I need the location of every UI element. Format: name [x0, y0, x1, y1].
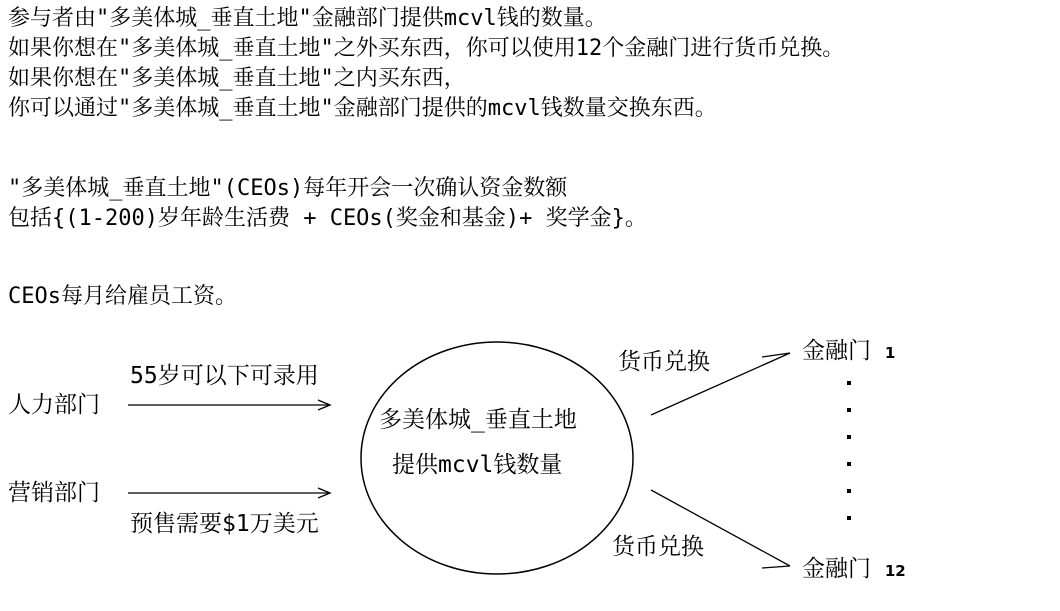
ceo-meeting-line: "多美体城_垂直土地"(CEOs)每年开会一次确认资金数额: [8, 176, 568, 201]
ellipsis-dot: [847, 516, 851, 520]
exchange-bottom-tick: [762, 566, 790, 568]
salary-line: CEOs每月给雇员工资。: [8, 284, 237, 309]
intro-line: 如果你想在"多美体城_垂直土地"之外买东西，你可以使用12个金融门进行货币兑换。: [8, 36, 845, 61]
gate-first-number: 1: [884, 344, 896, 362]
gate-first: [802, 337, 895, 367]
center-title: 多美体城_垂直土地: [379, 407, 577, 433]
hr-note-label: 55岁可以下可录用: [130, 363, 319, 389]
marketing-dept-label: 营销部门: [8, 480, 100, 506]
marketing-note-label: 预售需要$1万美元: [130, 511, 319, 537]
exchange-bottom-label: 货币兑换: [612, 534, 704, 560]
intro-line: 参与者由"多美体城_垂直土地"金融部门提供mcvl钱的数量。: [8, 6, 607, 31]
exchange-top-label: 货币兑换: [618, 349, 710, 375]
ellipsis-dot: [847, 408, 851, 412]
gate-last-label: 金融门: [802, 556, 871, 582]
intro-line: 你可以通过"多美体城_垂直土地"金融部门提供的mcvl钱数量交换东西。: [8, 96, 717, 121]
hr-dept-label: 人力部门: [8, 392, 100, 418]
gate-last-number: 12: [884, 562, 906, 580]
gate-last: [802, 555, 906, 585]
ellipsis-dot: [847, 462, 851, 466]
ellipsis-dot: [847, 381, 851, 385]
ellipsis-dot: [847, 489, 851, 493]
gate-first-label: 金融门: [802, 338, 871, 364]
center-subtitle: 提供mcvl钱数量: [392, 452, 563, 478]
intro-line: 如果你想在"多美体城_垂直土地"之内买东西，: [8, 66, 466, 91]
ellipsis-dot: [847, 435, 851, 439]
ceo-meeting-line: 包括{(1-200)岁年龄生活费 + CEOs(奖金和基金)+ 奖学金}。: [8, 206, 647, 231]
